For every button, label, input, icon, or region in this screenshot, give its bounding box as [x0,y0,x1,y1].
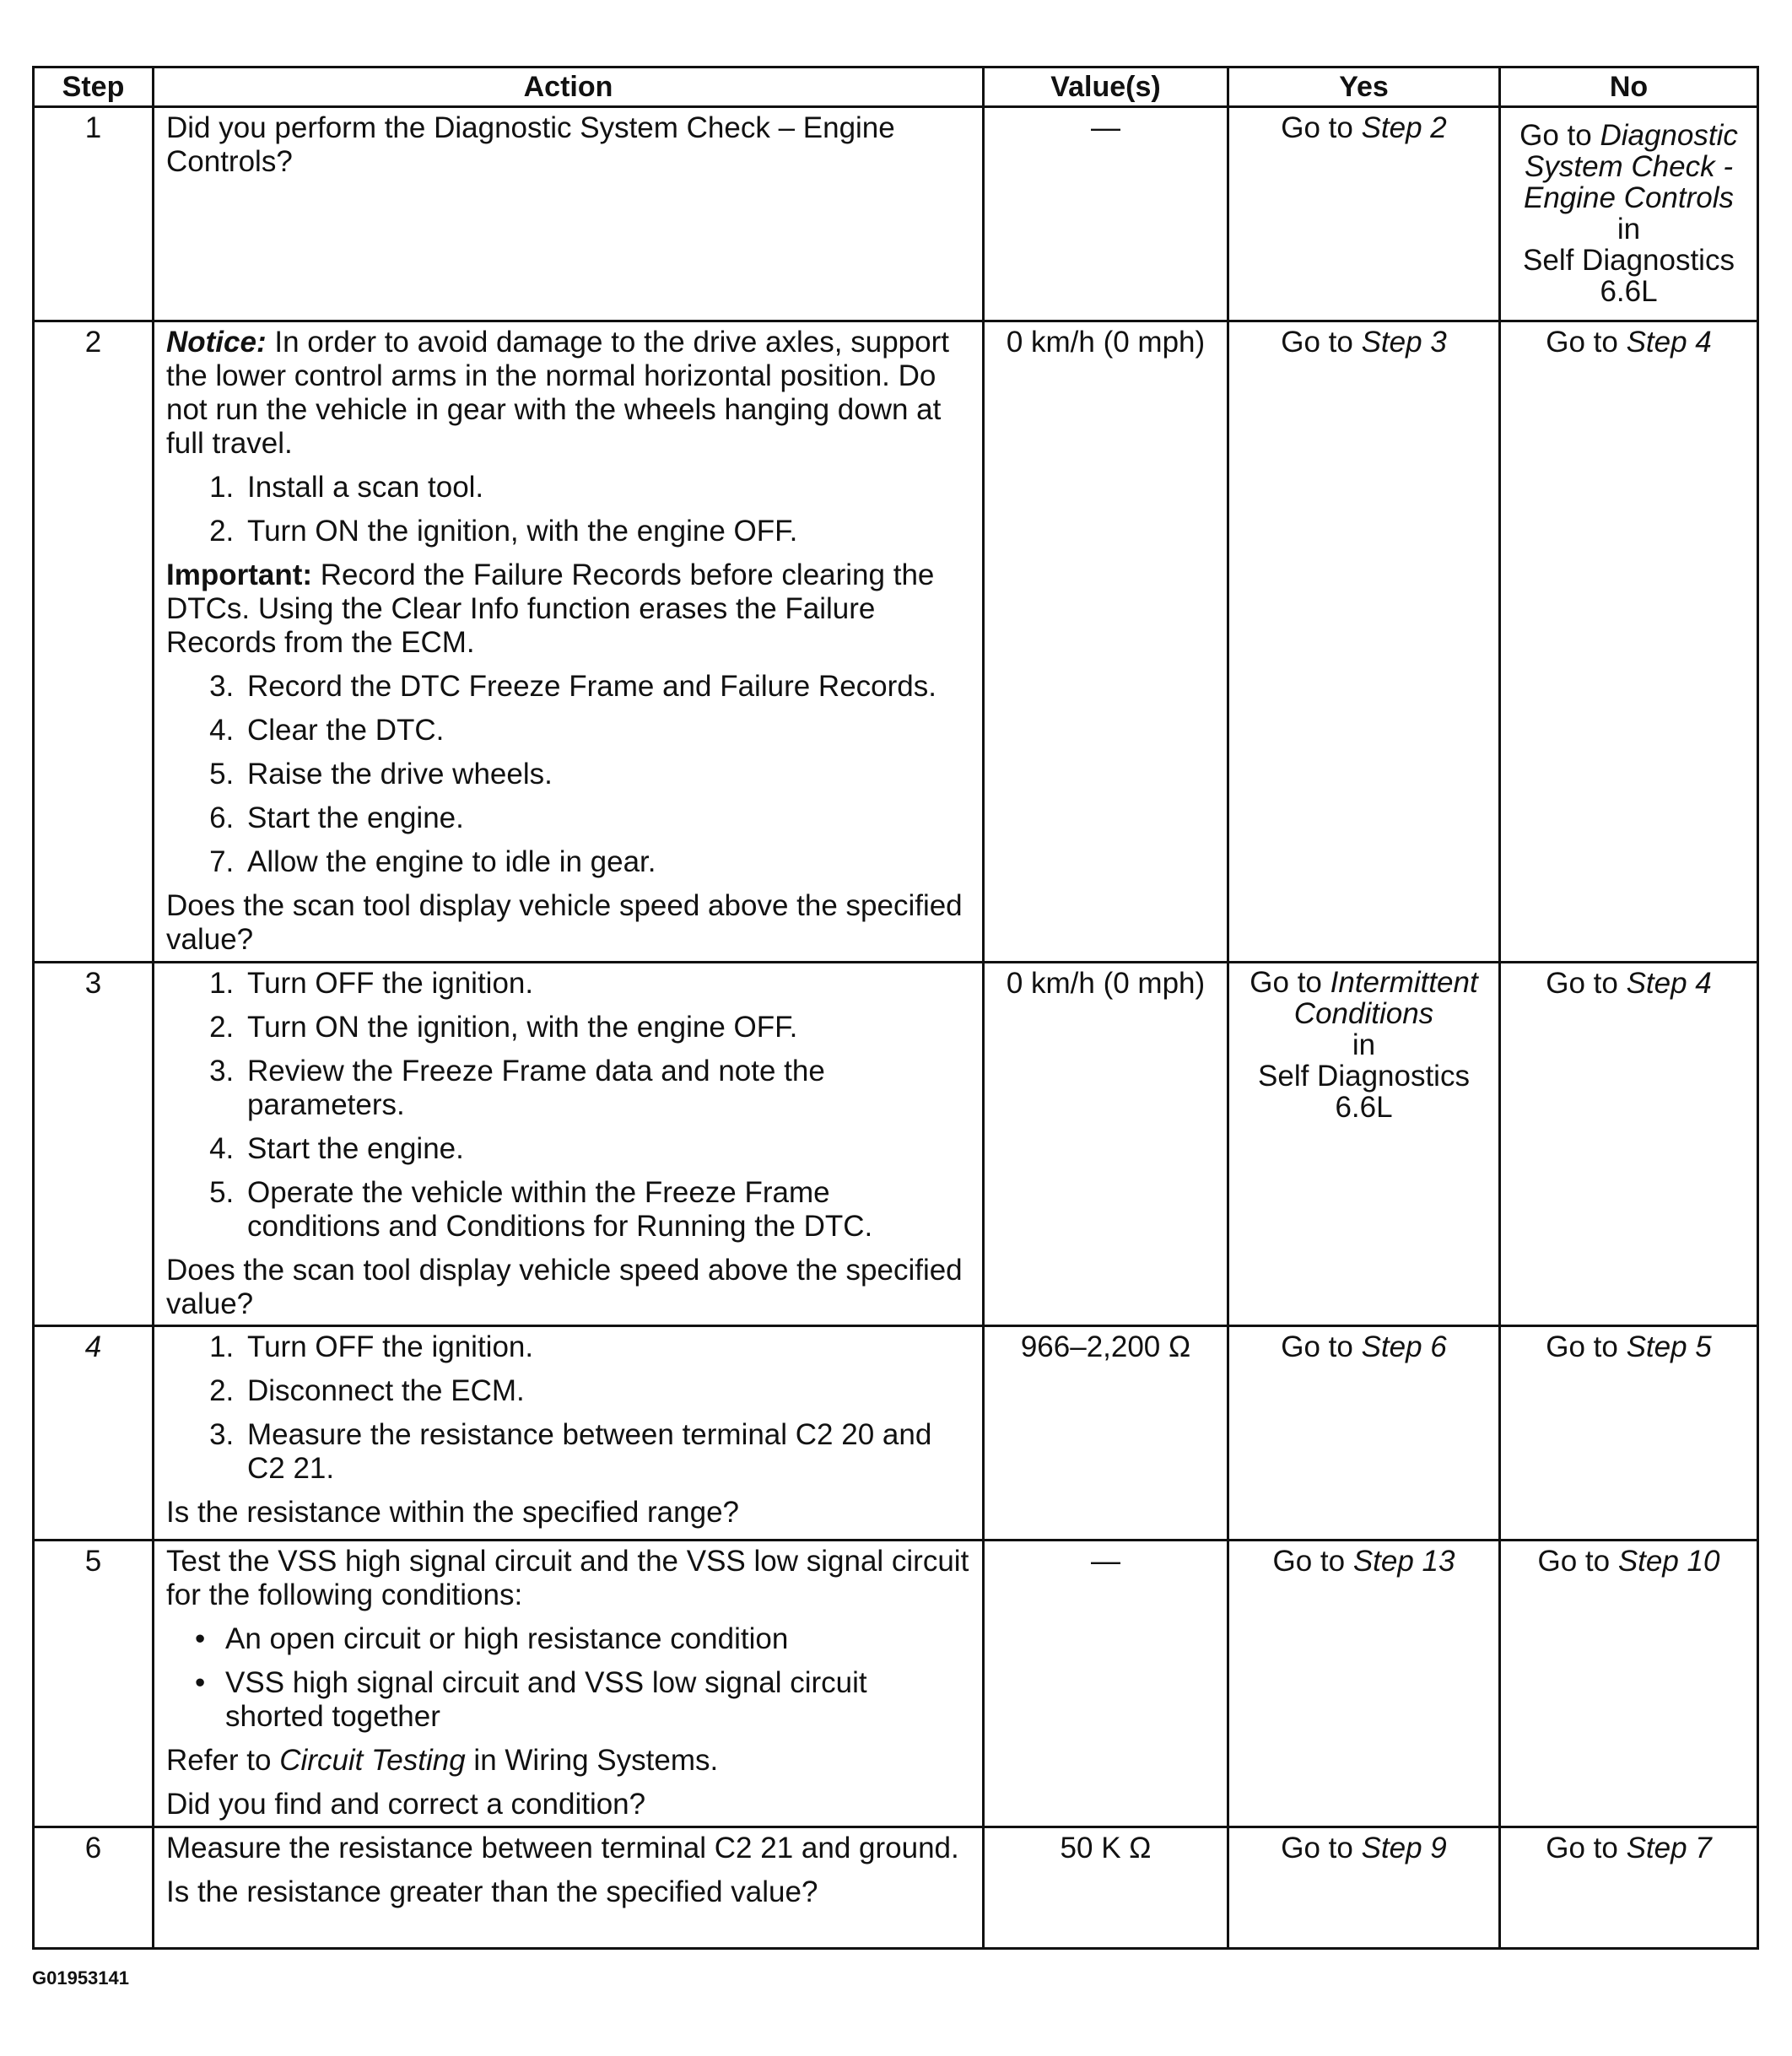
no-cell: Go to Step 7 [1500,1827,1758,1949]
header-action: Action [154,67,984,107]
notice-text: Notice: In order to avoid damage to the drive axles, support the lower control arms in the normal horizontal position. Do not run the vehicle in gear with the wheels hanging down at full travel. [166,326,949,460]
action-cell [154,1827,984,1949]
list-item: 2. Turn ON the ignition, with the engine OFF. [242,1011,970,1044]
action-cell [154,1541,984,1827]
procedure-link[interactable]: Intermittent Conditions [1293,966,1478,1030]
step-link[interactable]: Step 4 [1626,326,1712,359]
step-number: 2 [34,321,154,963]
list-item: 1. Turn OFF the ignition. [242,967,970,1001]
step-number: 5 [34,1541,154,1827]
list-item: • An open circuit or high resistance condition [195,1622,789,1655]
list-item: 3. Record the DTC Freeze Frame and Failure Records. [242,670,970,704]
list-item: • VSS high signal circuit and VSS low signal circuit shorted together [195,1666,867,1733]
diagnostic-table [32,66,1759,1950]
value-cell: 50 K Ω [984,1827,1228,1949]
important-text: Important: Record the Failure Records before clearing the DTCs. Using the Clear Info function erases the Failure Records from the ECM. [166,559,935,659]
step-number: 3 [34,963,154,1326]
action-intro: Test the VSS high signal circuit and the VSS low signal circuit for the following conditions: [166,1545,969,1611]
header-values: Value(s) [984,67,1228,107]
step-link[interactable]: Step 6 [1361,1330,1447,1363]
action-question: Did you find and correct a condition? [166,1788,646,1821]
procedure-list [166,471,970,548]
yes-cell: Go to Step 3 [1228,321,1500,963]
step-link[interactable]: Step 9 [1361,1832,1447,1864]
value-cell: — [984,107,1228,321]
step-link[interactable]: Step 13 [1352,1545,1455,1578]
table-row [34,1827,1758,1949]
yes-cell: Go to Step 2 [1228,107,1500,321]
step-number: 1 [34,107,154,321]
no-cell: Go to Diagnostic System Check - Engine Controls in Self Diagnostics 6.6L [1500,107,1758,321]
procedure-list [166,967,970,1244]
value-cell: 966–2,200 Ω [984,1326,1228,1541]
action-question: Is the resistance greater than the specified value? [166,1875,818,1908]
no-cell: Go to Step 4 [1500,321,1758,963]
step-link[interactable]: Step 2 [1361,111,1447,144]
procedure-list [166,670,970,879]
circuit-testing-link[interactable]: Circuit Testing [279,1744,466,1777]
action-question: Does the scan tool display vehicle speed above the specified value? [166,1254,963,1320]
table-header-row [34,67,1758,107]
yes-cell: Go to Intermittent Conditions in Self Diagnostics 6.6L [1228,963,1500,1326]
step-number: 6 [34,1827,154,1949]
list-item: 3. Review the Freeze Frame data and note the parameters. [242,1055,970,1122]
value-cell: 0 km/h (0 mph) [984,963,1228,1326]
step-link[interactable]: Step 3 [1361,326,1447,359]
action-question: Does the scan tool display vehicle speed above the specified value? [166,889,963,956]
procedure-link[interactable]: Diagnostic System Check - Engine Controls [1523,119,1738,214]
step-link[interactable]: Step 4 [1626,967,1712,1000]
yes-cell: Go to Step 6 [1228,1326,1500,1541]
no-cell: Go to Step 5 [1500,1326,1758,1541]
list-item: 5. Operate the vehicle within the Freeze Frame conditions and Conditions for Running the DTC. [242,1176,970,1244]
bullet-icon: • [195,1666,206,1699]
procedure-list [166,1330,970,1486]
value-cell: 0 km/h (0 mph) [984,321,1228,963]
list-item: 1. Install a scan tool. [242,471,970,505]
list-item: 4. Start the engine. [242,1132,970,1166]
action-cell [154,1326,984,1541]
list-item: 2. Disconnect the ECM. [242,1374,970,1408]
header-no: No [1500,67,1758,107]
yes-cell: Go to Step 13 [1228,1541,1500,1827]
table-row [34,1541,1758,1827]
table-row [34,963,1758,1326]
step-link[interactable]: Step 5 [1626,1330,1712,1363]
action-question: Is the resistance within the specified range? [166,1496,739,1529]
action-cell [154,107,984,321]
value-cell: — [984,1541,1228,1827]
table-row [34,321,1758,963]
action-cell [154,321,984,963]
no-cell: Go to Step 4 [1500,963,1758,1326]
step-link[interactable]: Step 10 [1617,1545,1720,1578]
list-item: 3. Measure the resistance between terminal C2 20 and C2 21. [242,1418,970,1486]
table-row [34,107,1758,321]
action-cell [154,963,984,1326]
list-item: 6. Start the engine. [242,801,970,835]
refer-text: Refer to Circuit Testing in Wiring Systems. [166,1744,719,1777]
bullet-icon: • [195,1622,206,1655]
header-yes: Yes [1228,67,1500,107]
header-step: Step [34,67,154,107]
condition-list [166,1622,970,1734]
action-question: Did you perform the Diagnostic System Check – Engine Controls? [166,111,895,178]
list-item: 5. Raise the drive wheels. [242,758,970,791]
action-intro: Measure the resistance between terminal C2 21 and ground. [166,1832,959,1864]
step-number: 4 [34,1326,154,1541]
list-item: 7. Allow the engine to idle in gear. [242,845,970,879]
figure-code: G01953141 [32,1967,129,1989]
list-item: 2. Turn ON the ignition, with the engine OFF. [242,515,970,548]
table-row [34,1326,1758,1541]
list-item: 4. Clear the DTC. [242,714,970,747]
step-link[interactable]: Step 7 [1626,1832,1712,1864]
no-cell: Go to Step 10 [1500,1541,1758,1827]
list-item: 1. Turn OFF the ignition. [242,1330,970,1364]
yes-cell: Go to Step 9 [1228,1827,1500,1949]
